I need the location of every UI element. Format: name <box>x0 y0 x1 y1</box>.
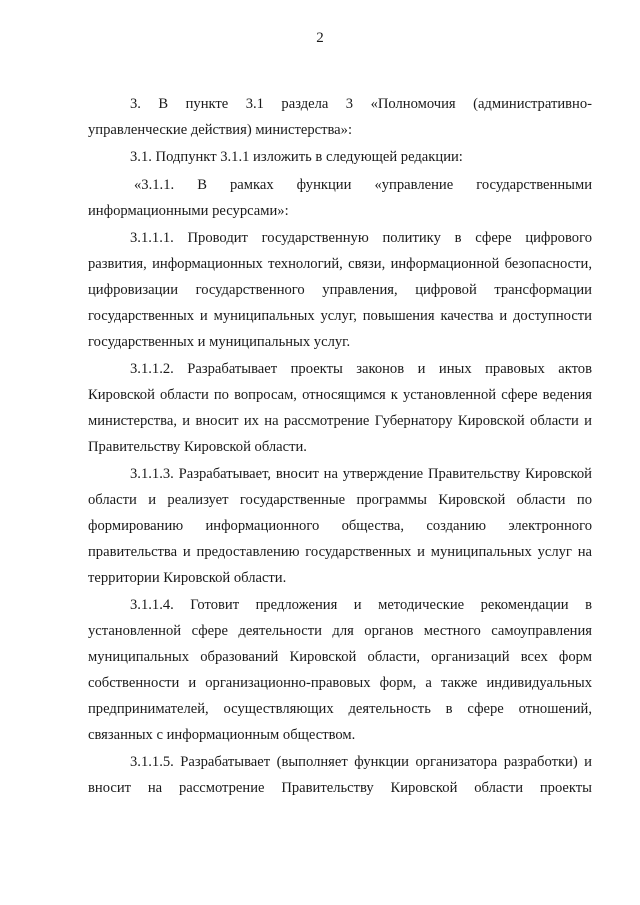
paragraph-item-3: 3. В пункте 3.1 раздела 3 «Полномочия (административно-управленческие действия) министерства»: <box>88 96 592 138</box>
document-body <box>88 92 592 803</box>
paragraph-3-1-1-5: 3.1.1.5. Разрабатывает (выполняет функции организатора разработки) и вносит на рассмотрение Правительству Кировской области проекты <box>88 754 592 797</box>
page-number: 2 <box>316 30 324 46</box>
paragraph-3-1-1-3: 3.1.1.3. Разрабатывает, вносит на утверждение Правительству Кировской области и реализует государственные программы Кировской области по формированию информационного общества, созданию электронного правительства и предоставлению государственных и муниципальных услуг на территории Кировской области. <box>88 466 592 586</box>
paragraph-3-1-1-2: 3.1.1.2. Разрабатывает проекты законов и иных правовых актов Кировской области по вопросам, относящимся к установленной сфере ведения министерства, и вносит их на рассмотрение Губернатору Кировской области и Правительству Кировской области. <box>88 361 592 455</box>
paragraph-3-1-1-4: 3.1.1.4. Готовит предложения и методические рекомендации в установленной сфере деятельности для органов местного самоуправления муниципальных образований Кировской области, организаций всех форм собственности и организационно-правовых форм, а также индивидуальных предпринимателей, осуществляющих деятельность в сфере отношений, связанных с информационным обществом. <box>88 597 592 743</box>
paragraph-subitem-3-1: 3.1. Подпункт 3.1.1 изложить в следующей редакции: <box>130 149 463 166</box>
paragraph-3-1-1-1: 3.1.1.1. Проводит государственную политику в сфере цифрового развития, информационных технологий, связи, информационной безопасности, цифровизации государственного управления, цифровой трансформации государственных и муниципальных услуг, повышения качества и доступности государственных и муниципальных услуг. <box>88 230 592 350</box>
paragraph-3-1-1: «3.1.1. В рамках функции «управление государственными информационными ресурсами»: <box>88 176 592 219</box>
